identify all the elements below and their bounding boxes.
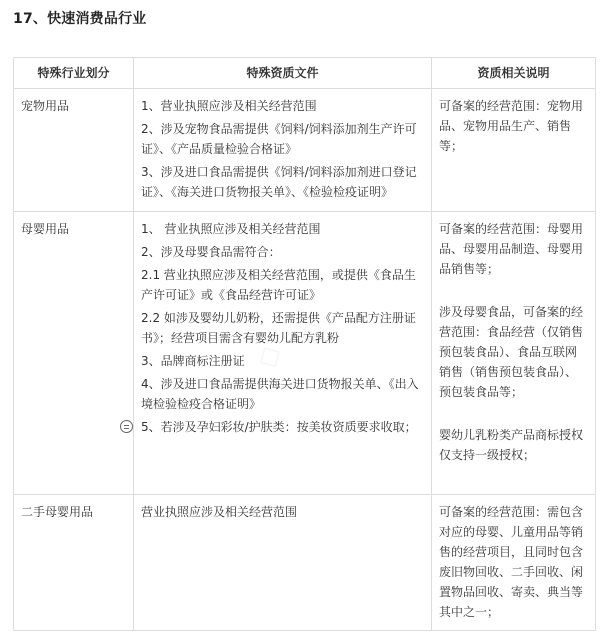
- note-item: 婴幼儿乳粉类产品商标授权仅支持一级授权；: [439, 428, 584, 462]
- equals-circle-icon[interactable]: [120, 420, 133, 433]
- table-row: [14, 89, 596, 212]
- cell-notes: [432, 495, 596, 631]
- document-item: 2.1 营业执照应涉及相关经营范围，或提供《食品生产许可证》或《食品经营许可证》: [141, 268, 416, 302]
- cell-notes: [432, 89, 596, 212]
- document-item: 3、涉及进口食品需提供《饲料/饲料添加剂进口登记证》、《海关进口货物报关单》、《检验检疫证明》: [141, 165, 417, 199]
- document-item: 4、涉及进口食品需提供海关进口货物报关单、《出入境检验检疫合格证明》: [141, 377, 419, 411]
- note-item: 可备案的经营范围：宠物用品、宠物用品生产、销售等；: [439, 99, 584, 153]
- cell-category: [14, 212, 134, 495]
- header-category: 特殊行业划分: [14, 58, 134, 89]
- document-item: 2.2 如涉及婴幼儿奶粉，还需提供《产品配方注册证书》；经营项目需含有婴幼儿配方乳粉: [141, 311, 416, 345]
- note-item: 可备案的经营范围：需包含对应的母婴、儿童用品等销售的经营项目，且同时包含废旧物回收、二手回收、闲置物品回收、寄卖、典当等其中之一；: [439, 505, 584, 619]
- section-title: 17、快速消费品行业: [13, 11, 147, 27]
- document-item: 2、涉及母婴食品需符合：: [141, 245, 281, 259]
- document-item: 5、若涉及孕妇彩妆/护肤类：按美妆资质要求收取；: [141, 420, 417, 434]
- cell-category: [14, 495, 134, 631]
- table-row: [14, 495, 596, 631]
- document-item-with-icon: [141, 417, 424, 437]
- document-item: 1、 营业执照应涉及相关经营范围: [141, 222, 321, 236]
- cell-category: [14, 89, 134, 212]
- cell-documents: [134, 212, 432, 495]
- cell-documents: [134, 495, 432, 631]
- document-item: 营业执照应涉及相关经营范围: [141, 505, 298, 519]
- document-item: 2、涉及宠物食品需提供《饲料/饲料添加剂生产许可证》、《产品质量检验合格证》: [141, 122, 417, 156]
- note-item: 涉及母婴食品，可备案的经营范围：食品经营（仅销售预包装食品）、食品互联网销售（销售预包装食品）、预包装食品等；: [439, 305, 584, 399]
- header-notes: 资质相关说明: [432, 58, 596, 89]
- spacer: [439, 405, 588, 425]
- category-label: 宠物用品: [21, 99, 70, 113]
- cell-documents: [134, 89, 432, 212]
- qualification-table: [13, 57, 596, 631]
- spacer: [439, 282, 588, 302]
- note-item: 可备案的经营范围：母婴用品、母婴用品制造、母婴用品销售等；: [439, 222, 584, 276]
- header-documents: 特殊资质文件: [134, 58, 432, 89]
- cell-notes: [432, 212, 596, 495]
- category-label: 二手母婴用品: [21, 505, 94, 519]
- document-item: 3、品牌商标注册证: [141, 354, 245, 368]
- document-item: 1、营业执照应涉及相关经营范围: [141, 99, 317, 113]
- table-row: [14, 212, 596, 495]
- table-header-row: [14, 58, 596, 89]
- category-label: 母婴用品: [21, 222, 70, 236]
